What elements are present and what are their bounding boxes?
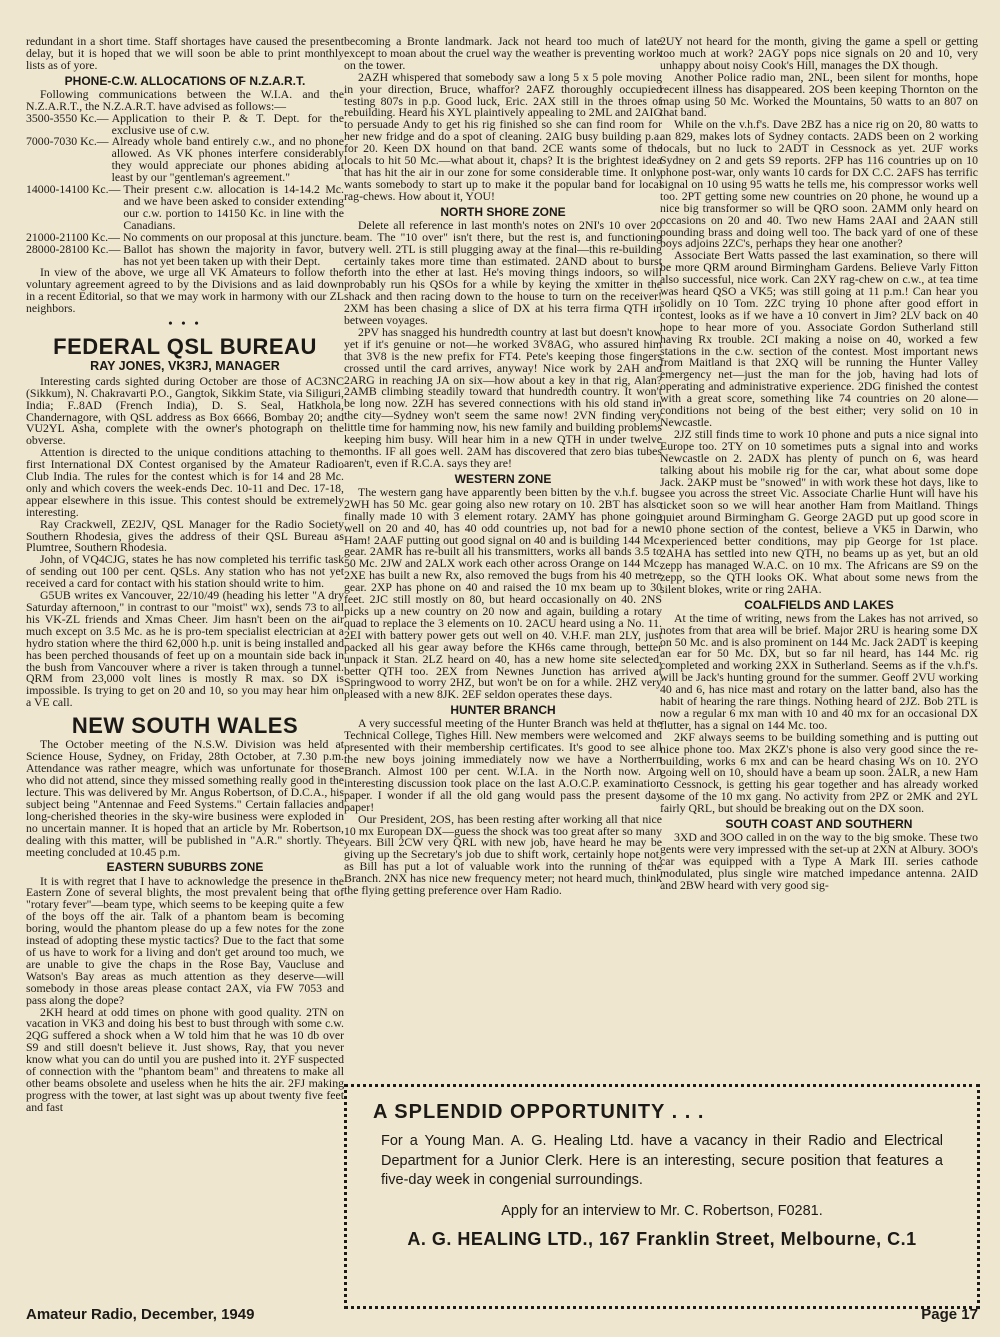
column-1 <box>26 36 344 1276</box>
column-3-text <box>660 34 978 892</box>
paragraph: John, of VQ4CJG, states he has now completed his terrific task of sending out 100 per cent. QSLs. Any station who has not yet received a card for contact with his station should write to him. <box>26 552 344 591</box>
paragraph: Attention is directed to the unique conditions attaching to the first International DX Contest organised by the Amateur Radio Club India. The rules for the contest which is for 14 and 28 Mc. only and which covers the week-ends Dec. 10-11 and Dec. 17-18, appear elsewhere in this issue. This contest should be extremely interesting. <box>26 445 344 519</box>
allocation-item <box>26 110 344 137</box>
paragraph: 2UY not heard for the month, giving the game a spell or getting too much at work? 2AGY pops nice signals on 20 and 10, very unhappy about noisy Cook's Hill, manages the DX though. <box>660 34 978 72</box>
allocation-desc: Application to their P. & T. Dept. for the exclusive use of c.w. <box>111 110 344 137</box>
paragraph: A very successful meeting of the Hunter Branch was held at the Technical College, Tighes Hill. New members were welcomed and presented with their membership certificates. It's good to see all the new boys joining immediately now we have a Northern Branch. Almost 100 per cent. W.I.A. in the North now. An interesting discussion took place on the last A.O.C.P. examination paper. I wonder if all the old gang would pass the present day paper! <box>344 716 662 814</box>
footer-page-number: Page 17 <box>921 1306 978 1323</box>
ad-company: A. G. HEALING LTD., 167 Franklin Street, Melbourne, C.1 <box>407 1228 917 1249</box>
phone-cw-heading: PHONE-C.W. ALLOCATIONS OF N.Z.A.R.T. <box>64 73 306 88</box>
paragraph: The October meeting of the N.S.W. Division was held at Science House, Sydney, on Friday, 28th October, at 7.30 p.m. Attendance was rather meagre, which was unfortunate for those who did not attend, since they missed something really good in the lecture. This was delivered by Mr. Angus Robertson, of D.C.A., his subject being "Antennae and Feed Systems." Certain fallacies and long-cherished theories in the sky-wire business were exploded in no uncertain manner. It is hoped that an article by Mr. Robertson, dealing with this matter, will be published in "A.R." shortly. The meeting concluded at 10.45 p.m. <box>26 737 344 859</box>
allocation-freq: 3500-3550 Kc.— <box>26 110 109 125</box>
allocation-item <box>26 136 344 184</box>
job-advertisement <box>344 1084 980 1309</box>
paragraph: 2KF always seems to be building something and is putting out nice phone too. Max 2KZ's phone is also very good since the re-building, works 6 mx and can be heard chasing Ws on 10. 2YO going well on 10, should have a beam up soon. 2ALR, a new Ham to Cessnock, is getting his gear together and has already worked some of the 10 mx gang. No activity from 2PZ or 2MK and 2YL fairly QRL, but should be breaking out on the DX soon. <box>660 729 978 816</box>
qsl-bureau-heading: FEDERAL QSL BUREAU <box>53 333 317 359</box>
ad-body: For a Young Man. A. G. Healing Ltd. have a vacancy in their Radio and Electrical Department for a Junior Clerk. Here is an interesting, secure position that features a five-day week in congenial surroundings. <box>381 1133 943 1189</box>
eastern-suburbs-heading: EASTERN SUBURBS ZONE <box>106 860 264 875</box>
allocation-freq: 14000-14100 Kc.— <box>26 182 121 197</box>
hunter-branch-heading: HUNTER BRANCH <box>450 703 556 718</box>
intro-paragraph: redundant in a short time. Staff shortages have caused the present delay, but it is hoped that we will soon be able to print monthly lists as of yore. <box>26 34 344 72</box>
paragraph: The western gang have apparently been bitten by the v.h.f. bug. 2WH has 50 Mc. gear going also new rotary on 10. 2BT has also finally made 10 with 3 element rotary. 2AMY has phone going well on 20 and 40, has 40 odd countries up, not bad for a new Ham! 2AAF putting out good signal on 40 and is building 144 Mc. gear. 2AMR has re-built all his transmitters, works all bands 3.5 to 50 Mc. 2JW and 2ALX work each other across Orange on 144 Mc. 2XE has built a new Rx, also removed the bugs from his 40 metre gear. 2XP has phone on 40 and raised the 10 mx beam up to 30 feet. 2JC still mostly on 80, but heard occasionally on 40. 2NS picks up a new country on 20 now and again, building a rotary quad to replace the 3 elements on 10. 2ACU heard using a No. 11. 2EI with battery power gets out well on 40. V.H.F. man 2LY, just packed all his gear away before the KH6s came through, better unpack it Stan. 2LZ heard on 40, has a new home site selected, better QTH too. 2EX from Newnes Junction has arrived at Springwood to worry 2HZ, but won't be on for a while. 2HZ very pleased with a new 8JK. 2EF seldon operates these days. <box>344 484 662 702</box>
phone-cw-close: In view of the above, we urge all VK Amateurs to follow the voluntary agreement agreed to by the Divisions and as laid down in a recent Editorial, so that we may work in harmony with our ZL neighbors. <box>26 265 344 316</box>
paragraph: 3XD and 3OO called in on the way to the big smoke. These two gents were very impressed with the set-up at 2XN at Albury. 3OO's car was equipped with a Type A Mark III. series cathode modulated, plus single wire matched impedance antenna. 2AID and 2BW heard with very good sig- <box>660 830 978 892</box>
phone-cw-intro: Following communications between the W.I.A. and the N.Z.A.R.T., the N.Z.A.R.T. have advised as follows:— <box>26 86 344 113</box>
allocation-item <box>26 184 344 232</box>
allocation-freq: 21000-21100 Kc.— <box>26 229 120 244</box>
nsw-heading: NEW SOUTH WALES <box>71 713 299 739</box>
footer-publication: Amateur Radio, December, 1949 <box>26 1306 255 1323</box>
paragraph: Delete all reference in last month's notes on 2NI's 10 over 20 beam. The "10 over" isn't there, but the rest is, and functioning very well. 2TL is still plugging away at the final—this re-building certainly takes more time than estimated. 2AND about to burst forth into the ether at last. He's moving things indoors, so will probably run his QSOs for a while by keying the xmitter in the shack and then racing down to the house to turn on the receiver! 2XM has been chasing a slice of DX at his terra firma QTH in between voyages. <box>344 217 662 328</box>
paragraph: becoming a Bronte landmark. Jack not heard too much of late except to moan about the cruel way the weather is preventing work on the tower. <box>344 34 662 72</box>
ad-apply: Apply for an interview to Mr. C. Robertson, F0281. <box>501 1202 823 1219</box>
paragraph: 2AZH whispered that somebody saw a long 5 x 5 pole moving in your direction, Bruce, whaffor? 2AFZ thoroughly occupied testing 807s in p.p. Good luck, Eric. 2AX still in the throes of rebuilding. Heard his XYL plaintively appealing to 2ML and 2AIG to persuade Andy to get his rig finished so she can find room for her new fridge and do a spot of cleaning. 2AIG busy building p.a. for 20. Keen DX hound on that band. 2CE wants some of the locals to hit 50 Mc.—what about it, chaps? It is the brightest idea that has hit the air in our zone for some considerable time. It only wants somebody to start up to make it the popular band for local rag-chews. How about it, YOU! <box>344 69 662 203</box>
paragraph: Associate Bert Watts passed the last examination, so there will be more QRM around Birmingham Gardens. Believe Varly Fitton also successful, nice work. Can 2XY rag-chew on c.w., at tea time was heard QSO a VK5; was still going at 11 p.m.! Can hear you solidly on 10 Tom. 2ZC trying 10 phone after good effort in contest, looks as if we have a 10 convert in Jim? 2LV back on 40 hope to hear more of you. Associate Gordon Sutherland still having Rx trouble. 2CI making a noise on 40, worked a few stations in the c.w. section of the contest. Most important news from Maitland is that 2XQ will be running the Hunter Valley emergency net—just the man for the job, having had lots of operating and administrative experience. 2DG finished the contest with a great score, something like 74 countries on 20 alone—conditions not being of the best either; very solid on 10 in Newcastle. <box>660 248 978 429</box>
paragraph: Another Police radio man, 2NL, been silent for months, hope recent illness has disappeared. 2OS been keeping Thornton on the map using 50 Mc. Worked the Mountains, 50 watts to an 807 on that band. <box>660 69 978 120</box>
paragraph: 2JZ still finds time to work 10 phone and puts a nice signal into Europe too. 2TY on 10 sometimes puts a signal into and works Newcastle on 2. 2ADX has plenty of punch on 6, was heard talking about his mobile rig for the car, what about some dope Jack. 2AKP must be "snowed" in with work these hot days, like to see you across the street Vic. Associate Charlie Hunt will have his ticket soon so we will hear another Ham from Maitland. Things quiet around Birmingham G. George 2AGD put up good score in 10 phone section of the contest, believe a VK5 in Darwin, who experienced better conditions, may pip George for 1st place. 2AHA has settled into new QTH, no beams up as yet, but an old zepp has managed W.A.C. on 10 mx. The Africans are S9 on the zepp, so the QTH looks OK. What about some news from the silent blokes, write or ring 2AHA. <box>660 426 978 596</box>
paragraph: Interesting cards sighted during October are those of AC3NC (Sikkum), N. Chakravarti P.O., Gangtok, Sikkim State, via Siliguri, India; F..8AD (French India), D. S. Seal, Hatkhola, Chandernagore, with QSL address as Box 6666, Bombay 20; and VU2YL Asha, complete with the owner's photograph on the obverse. <box>26 373 344 448</box>
allocation-desc: No comments on our proposal at this juncture. <box>122 229 342 244</box>
paragraph: 2KH heard at odd times on phone with good quality. 2TN on vacation in VK3 and doing his best to bust through with some c.w. 2QG suffered a shock when a W told him that he was 10 db over S9 and still doesn't believe it. Just shows, Ray, that you never know what you can do until you are pushed into it. 2YF suspected of connection with the "phantom beam" and threatens to make all other beams obsolete and useless when he hits the air. 2FJ making progress with the tower, at last sight was up about twenty five feet and fast <box>26 1004 344 1114</box>
qsl-bureau-subheading: RAY JONES, VK3RJ, MANAGER <box>90 359 280 374</box>
north-shore-heading: NORTH SHORE ZONE <box>440 204 566 219</box>
western-zone-heading: WESTERN ZONE <box>454 471 552 486</box>
allocation-list <box>26 110 344 268</box>
allocation-freq: 28000-28100 Kc.— <box>26 241 121 256</box>
allocation-desc: Their present c.w. allocation is 14-14.2 Mc. and we have been asked to consider extending our c.w. portion to 14150 Kc. in line with the Canadians. <box>123 182 344 232</box>
paragraph: 2PV has snagged his hundredth country at last but doesn't know yet if it's genuine or not—he worked 3V8AG, who assured him that 3V8 is the new prefix for FT4. Pete's keeping those fingers crossed until the card arrives, anyway! Nice work by 2AH and 2ARG in reaching JA on six—how about a key in that rig, Alan? 2AMB climbing steadily toward that hundredth country. It won't be long now. 2ZH has severed connections with his old stand in the city—Sydney won't seem the same now! 2VN finding very little time for hamming now, his new family and building problems keeping him busy. Will hear him in a new QTH in under twelve months. IF all goes well. 2AM has discovered that zero bias tubes aren't, even if R.C.A. says they are! <box>344 324 662 470</box>
coalfields-heading: COALFIELDS AND LAKES <box>744 597 894 612</box>
ad-title: A SPLENDID OPPORTUNITY . . . <box>373 1101 705 1123</box>
paragraph: While on the v.h.f's. Dave 2BZ has a nice rig on 20, 80 watts to an 829, makes lots of Sydney contacts. 2ADS been on 2 working locals, but no luck to 2ADT in Cessnock as yet. 2UF works Sydney on 2 and gets S9 reports. 2FP has 116 countries up on 10 phone post-war, only wants 10 cards for DX C.C. 2AFS has terrific signal on 10 using 95 watts he tells me, his compressor works well too. 2PT getting some new countries on 20 phone, he wound up a nice big transformer so will be QRO soon. 2AMM only heard on occasions on 20 and 40. Two new Hams 2AAI and 2AAN still pounding brass and doing well too. The back yard of one of these boys adjoins 2ZC's, perhaps they hear one another? <box>660 117 978 251</box>
allocation-desc: Already whole band entirely c.w., and no phone allowed. As VK phones interfere considerably they would appreciate our phones abiding at least by our "gentleman's agreement." <box>111 134 344 185</box>
allocation-desc: Ballot has shown the majority in favor, but has not yet been taken up with their Dept. <box>123 241 344 268</box>
paragraph: At the time of writing, news from the Lakes has not arrived, so notes from that area will be brief. Major 2RU is hearing some DX on 50 Mc. and is also prominent on 144 Mc. Jack 2ADT is keeping an ear for 50 Mc. DX, but so far nil heard, has 144 Mc. rig completed and working 2XX in Sutherland. Seems as if the v.h.f's. will be Jack's hunting ground for the summer. Geoff 2VU working 40 and 6, has nice mast and rotary on the latter band, also has the habit of hearing the rare things. Nothing heard of 2JZ. Bob 2TL is now a regular 6 mx man with 10 and 40 mx for an occasional DX flutter, has a signal on 144 Mc. too. <box>660 610 978 732</box>
allocation-item <box>26 241 344 268</box>
paragraph: Our President, 2OS, has been resting after working all that nice 10 mx European DX—guess the shock was too great after so many years. Bill 2CW very QRL with new job, have heard he may be giving up the Secretary's job due to shift work, certainly hope not, as Bill has put a lot of valuable work into the running of the Branch. 2NX has nice new frequency meter; not heard much, think the flying getting preference over Ham Radio. <box>344 811 662 898</box>
south-coast-heading: SOUTH COAST AND SOUTHERN <box>725 817 913 832</box>
paragraph: G5UB writes ex Vancouver, 22/10/49 (heading his letter "A dry Saturday afternoon," in contrast to our "moist" wx), sends 73 to all his VK-ZL friends and Xmas Cheer. Jim hasn't been on the air much except on 3.5 Mc. as he is pro-tem specialist electrician at a hydro station where the third 62,000 h.p. unit is being installed and has been perched thousands of feet up on a mountain side back in the bush from Vancouver where a river is taken through a tunnel. QRM from 23,000 volt lines is mostly R max. so DX is impossible. Is trying to get on 20 and 10, so you may hear him on a VE call. <box>26 588 344 710</box>
section-divider: • • • <box>168 316 202 331</box>
allocation-freq: 7000-7030 Kc.— <box>26 134 109 149</box>
paragraph: Ray Crackwell, ZE2JV, QSL Manager for the Radio Society Southern Rhodesia, gives the address of their QSL Bureau as Plumtree, Southern Rhodesia. <box>26 516 344 555</box>
paragraph: It is with regret that I have to acknowledge the presence in the Eastern Zone of several blights, the most prevalent being that of "rotary fever"—beam type, which seems to be keeping quite a few of the boys off the air. Talk of a phantom beam is becoming boring, would the phantom please do up a few notes for the zone instead of adopting these mystic tactics? Due to the fact that some of us have to work for a living and don't get around too much, we are unable to give the chaps in the Rose Bay, Vaucluse and Watson's Bay areas as much attention as they deserve—will somebody in those areas please contact 2AX, via FW 7053 and pass along the dope? <box>26 873 344 1007</box>
